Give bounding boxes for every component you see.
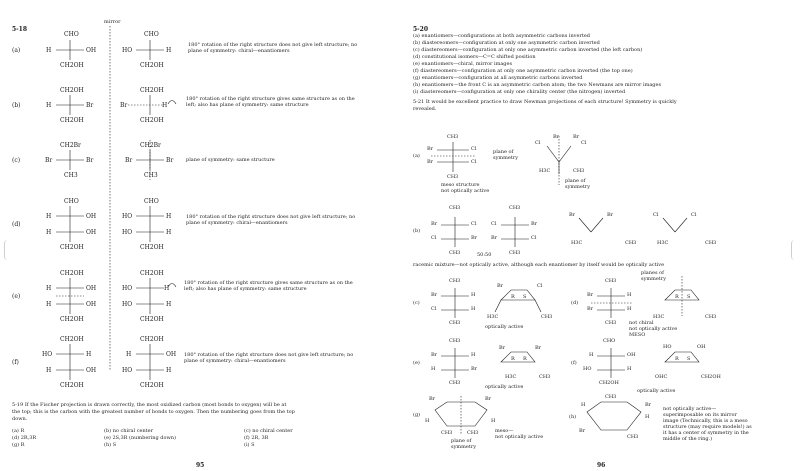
atom: Cl bbox=[691, 212, 697, 218]
atom: CH2OH bbox=[701, 374, 721, 380]
atom: Br bbox=[645, 402, 652, 408]
atom-label: HO bbox=[122, 229, 133, 236]
plane-label: plane of bbox=[565, 178, 586, 184]
atom: CH3 bbox=[447, 134, 459, 140]
q519-text-1: 5-19 If the Fischer projection is drawn correctly, the most oxidized carbon (most bonds to oxygen) will be at bbox=[12, 402, 287, 408]
not-chiral: not chiral bbox=[629, 320, 654, 326]
atom: Br bbox=[531, 221, 538, 227]
atom: CH3 bbox=[447, 174, 459, 180]
atom-label: H bbox=[166, 47, 172, 54]
atom: Br bbox=[535, 345, 542, 351]
atom-label: OH bbox=[86, 367, 97, 374]
atom: H bbox=[491, 418, 496, 424]
atom: H bbox=[589, 352, 594, 358]
binding-mark bbox=[4, 240, 11, 260]
atom: Br bbox=[427, 146, 434, 152]
atom-label: CH2Br bbox=[140, 142, 161, 149]
atom: H bbox=[425, 418, 430, 424]
label-g: (g) bbox=[413, 412, 421, 418]
bond bbox=[559, 146, 571, 162]
atom: Cl bbox=[653, 212, 659, 218]
item: (d) constitutional isomers—C=C shifted position bbox=[413, 54, 536, 60]
right-page bbox=[401, 0, 802, 471]
comment-c: plane of symmetry: same structure bbox=[186, 157, 275, 163]
ring-f bbox=[665, 352, 699, 362]
atom-label: CH2OH bbox=[60, 270, 84, 277]
atom-label: CH2OH bbox=[140, 336, 164, 343]
item: (e) enantiomers—chiral, mirror images bbox=[413, 61, 513, 67]
atom-label: OH bbox=[86, 285, 97, 292]
comment-d: 180° rotation of the right structure does not give left structure; no plane of symmetry: chiral—enantiomers bbox=[186, 214, 356, 226]
answer: (h) S bbox=[104, 442, 117, 448]
plane-label: plane of bbox=[451, 438, 472, 444]
atom-label: OH bbox=[166, 351, 177, 358]
atom: Br bbox=[499, 345, 506, 351]
atom: CH3 bbox=[509, 205, 521, 211]
item: (c) diastereomers—configuration at only one asymmetric carbon inverted (the left carbon) bbox=[413, 47, 643, 53]
answer: (b) no chiral center bbox=[104, 428, 154, 434]
atom: Cl bbox=[431, 306, 437, 312]
answer: (f) 2R, 3R bbox=[244, 435, 269, 441]
atom: Br bbox=[497, 283, 504, 289]
atom: CH3 bbox=[605, 278, 617, 284]
not-opt: not optically active bbox=[629, 326, 678, 332]
config: R bbox=[675, 294, 679, 300]
planes-label: planes of bbox=[641, 270, 664, 276]
answer: (a) R bbox=[12, 428, 25, 434]
atom-label: CH2OH bbox=[60, 316, 84, 323]
section-5-20: 5-20 bbox=[413, 26, 429, 33]
atom: Cl bbox=[581, 140, 587, 146]
atom: CH3 bbox=[449, 205, 461, 211]
config: R bbox=[675, 356, 679, 362]
atom: OH bbox=[697, 344, 706, 350]
atom: CH3 bbox=[625, 240, 637, 246]
atom: CH3 bbox=[449, 250, 461, 256]
q519-text-2: the top; this is the carbon with the greatest number of bonds to oxygen. Then the numbering goes from the top bbox=[12, 409, 295, 415]
atom-label: CH2OH bbox=[60, 336, 84, 343]
bond bbox=[663, 218, 675, 232]
bond bbox=[591, 218, 603, 232]
atom-label: CHO bbox=[64, 198, 79, 205]
item: (i) diastereomers—configuration at only one chirality center (the nitrogen) inverted bbox=[413, 89, 626, 95]
atom-label: H bbox=[166, 213, 172, 220]
comment-a: 180° rotation of the right structure does not give left structure; no plane of symmetry: chiral—enantiomers bbox=[188, 42, 358, 54]
atom-label: OH bbox=[86, 47, 97, 54]
atom: Br bbox=[485, 396, 492, 402]
atom: HO bbox=[583, 366, 592, 372]
atom: Br bbox=[491, 235, 498, 241]
config: R bbox=[511, 356, 515, 362]
not-active-label: not optically active bbox=[441, 188, 490, 194]
label-f: (f) bbox=[571, 360, 577, 366]
atom: H bbox=[581, 402, 586, 408]
not-opt: not optically active bbox=[495, 434, 544, 440]
h-note: it has a center of symmetry in the bbox=[663, 430, 749, 436]
atom-label: OH bbox=[86, 213, 97, 220]
label-c: (c) bbox=[413, 300, 420, 306]
q521-text-1: 5-21 It would be excellent practice to draw Newman projections of each structure! Symmetry is quickly bbox=[413, 99, 677, 105]
atom-label: CH2OH bbox=[140, 87, 164, 94]
comment-f: 180° rotation of the right structure does not give left structure; no plane of symmetry: chiral—enantiomers bbox=[184, 352, 354, 364]
atom-label: H bbox=[46, 47, 52, 54]
atom: CH3 bbox=[627, 434, 639, 440]
ratio-label: 50:50 bbox=[477, 252, 492, 258]
atom: Br bbox=[587, 306, 594, 312]
atom-label: CHO bbox=[144, 198, 159, 205]
atom-label: HO bbox=[122, 285, 133, 292]
bond bbox=[675, 218, 687, 232]
atom-label: H bbox=[46, 367, 52, 374]
answer: (e) 2S,3R (numbering down) bbox=[104, 435, 176, 441]
atom-label: Br bbox=[45, 157, 53, 164]
meso-label: meso structure bbox=[441, 182, 480, 188]
atom-label: Br bbox=[120, 102, 128, 109]
atom: Br bbox=[429, 396, 436, 402]
atom: H3C bbox=[505, 374, 517, 380]
item: (b) diastereomers—configuration at only one asymmetric carbon inverted bbox=[413, 40, 600, 46]
label-d: (d) bbox=[571, 300, 579, 306]
answer: (g) R bbox=[12, 442, 25, 448]
atom: CH3 bbox=[449, 380, 461, 386]
atom: H3C bbox=[539, 168, 551, 174]
atom-label: H bbox=[46, 229, 52, 236]
atom: Br bbox=[431, 221, 438, 227]
item: (a) enantiomers—configurations at both asymmetric carbons inverted bbox=[413, 33, 591, 39]
atom: Br bbox=[471, 235, 478, 241]
atom: CHO bbox=[603, 338, 616, 344]
comment-e: 180° rotation of the right structure gives same structure as on the left; also has plane of symmetry: same structure bbox=[184, 280, 353, 292]
atom-label: H bbox=[126, 351, 132, 358]
atom: Cl bbox=[431, 235, 437, 241]
part-f-label: (f) bbox=[12, 359, 19, 366]
ring-c bbox=[501, 290, 535, 300]
q519-text-3: down. bbox=[12, 416, 28, 422]
ring-g bbox=[435, 402, 487, 426]
atom: Br bbox=[427, 159, 434, 165]
atom-label: CH2OH bbox=[140, 117, 164, 124]
q521-text-2: revealed. bbox=[413, 106, 437, 112]
optically-active: optically active bbox=[637, 388, 676, 394]
atom-label: Br bbox=[166, 157, 174, 164]
answer: (c) no chiral center bbox=[244, 428, 293, 434]
atom: CH3 bbox=[509, 250, 521, 256]
atom-label: OH bbox=[86, 301, 97, 308]
mirror-label: mirror bbox=[104, 19, 121, 25]
atom: CH3 bbox=[541, 314, 553, 320]
atom: CH3 bbox=[467, 430, 479, 436]
config: S bbox=[687, 294, 691, 300]
atom: CH3 bbox=[605, 394, 617, 400]
atom-label: CHO bbox=[144, 31, 159, 38]
atom: CH3 bbox=[449, 338, 461, 344]
atom: CH3 bbox=[705, 314, 717, 320]
atom-label: CH3 bbox=[144, 172, 158, 179]
atom-label: H bbox=[46, 213, 52, 220]
answer: (d) 2R,3R bbox=[12, 435, 37, 441]
atom-label: CH2OH bbox=[140, 270, 164, 277]
atom: CH3 bbox=[441, 430, 453, 436]
item: (f) diastereomers—configuration at only one asymmetric carbon inverted (the top one) bbox=[413, 68, 633, 74]
h-note: structure (may require models!) as bbox=[663, 424, 752, 430]
part-c-label: (c) bbox=[12, 157, 21, 164]
atom-label: CH2OH bbox=[140, 62, 164, 69]
page-number-left: 95 bbox=[196, 462, 205, 469]
atom: Br bbox=[579, 428, 586, 434]
sym-label: symmetry bbox=[451, 444, 477, 450]
atom: OHC bbox=[655, 374, 668, 380]
ring-d bbox=[665, 290, 699, 300]
atom-label: HO bbox=[42, 351, 53, 358]
atom: H bbox=[471, 352, 476, 358]
atom: Cl bbox=[471, 221, 477, 227]
atom: Cl bbox=[535, 140, 541, 146]
atom: HO bbox=[663, 344, 672, 350]
atom: Br bbox=[431, 352, 438, 358]
atom-label: H bbox=[46, 285, 52, 292]
atom-label: H bbox=[162, 102, 168, 109]
atom: H bbox=[627, 366, 632, 372]
atom: H bbox=[471, 292, 476, 298]
atom-label: Br bbox=[125, 157, 133, 164]
atom: CH3 bbox=[573, 168, 585, 174]
bond bbox=[579, 218, 591, 232]
bond bbox=[495, 300, 501, 312]
part-e-label: (e) bbox=[12, 293, 21, 300]
atom-label: HO bbox=[122, 47, 133, 54]
atom: Br bbox=[569, 212, 576, 218]
part-b-label: (b) bbox=[12, 102, 21, 109]
atom-label: H bbox=[166, 301, 172, 308]
binding-mark bbox=[791, 240, 798, 260]
atom: CH3 bbox=[705, 240, 717, 246]
atom: Cl bbox=[537, 283, 543, 289]
atom-label: CH2OH bbox=[140, 382, 164, 389]
atom-label: CH2OH bbox=[60, 117, 84, 124]
meso-tag: MESO bbox=[629, 332, 646, 338]
atom: Cl bbox=[471, 159, 477, 165]
atom: CH3 bbox=[449, 278, 461, 284]
atom-label: H bbox=[86, 351, 92, 358]
optically-active: optically active bbox=[485, 384, 524, 390]
atom-label: Br bbox=[86, 157, 94, 164]
atom: CH2OH bbox=[599, 380, 619, 386]
atom-label: CH2Br bbox=[60, 142, 81, 149]
label-b: (b) bbox=[413, 228, 421, 234]
atom-label: HO bbox=[122, 367, 133, 374]
atom: Cl bbox=[491, 221, 497, 227]
atom-label: CH2OH bbox=[140, 316, 164, 323]
atom-label: H bbox=[46, 301, 52, 308]
atom: H3C bbox=[657, 240, 669, 246]
part-a-label: (a) bbox=[12, 47, 21, 54]
plane-label: symmetry bbox=[493, 155, 519, 161]
atom-label: CH2OH bbox=[60, 244, 84, 251]
atom: H3C bbox=[571, 240, 583, 246]
meso-label: meso— bbox=[495, 428, 514, 434]
atom-label: H bbox=[46, 102, 52, 109]
plane-label: symmetry bbox=[565, 184, 591, 190]
atom-label: Br bbox=[86, 102, 94, 109]
atom-label: H bbox=[164, 285, 170, 292]
sym-label: symmetry bbox=[641, 276, 667, 282]
part-d-label: (d) bbox=[12, 221, 21, 228]
section-5-18: 5-18 bbox=[12, 26, 28, 33]
atom-label: CHO bbox=[64, 31, 79, 38]
atom: H bbox=[627, 306, 632, 312]
page-number-right: 96 bbox=[597, 462, 606, 469]
atom: CH3 bbox=[539, 374, 551, 380]
comment-b: 180° rotation of the right structure gives same structure as on the left; also has plane of symmetry: same structure bbox=[186, 96, 355, 108]
label-h: (h) bbox=[569, 414, 577, 420]
rotation-arrow-b bbox=[168, 101, 176, 105]
item: (g) enantiomers—configuration at all asymmetric carbons inverted bbox=[413, 75, 583, 81]
atom-label: CH2OH bbox=[140, 244, 164, 251]
ring-e bbox=[501, 352, 535, 362]
racemic-note: racemic mixture—not optically active, although each enantiomer by itself would be optically active bbox=[413, 262, 665, 268]
ring-h bbox=[587, 402, 641, 430]
atom-label: OH bbox=[86, 229, 97, 236]
atom: H bbox=[627, 292, 632, 298]
h-note: image (Technically, this is a meso bbox=[663, 418, 748, 424]
config: S bbox=[687, 356, 691, 362]
atom: Br bbox=[431, 292, 438, 298]
atom-label: CH2OH bbox=[60, 382, 84, 389]
atom: CH3 bbox=[449, 320, 461, 326]
atom: Cl bbox=[471, 146, 477, 152]
atom: CH3 bbox=[605, 320, 617, 326]
atom: H bbox=[471, 306, 476, 312]
config: S bbox=[523, 294, 527, 300]
label-e: (e) bbox=[413, 360, 420, 366]
atom: Br bbox=[471, 366, 478, 372]
atom: H bbox=[431, 366, 436, 372]
atom: H3C bbox=[653, 314, 665, 320]
atom: H bbox=[645, 414, 650, 420]
atom: Br bbox=[553, 134, 560, 140]
atom: Cl bbox=[531, 235, 537, 241]
atom-label: CH2OH bbox=[60, 62, 84, 69]
h-note: middle of the ring.) bbox=[663, 436, 713, 442]
atom-label: HO bbox=[122, 301, 133, 308]
config: R bbox=[523, 356, 527, 362]
plane-label: plane of bbox=[493, 149, 514, 155]
label-a: (a) bbox=[413, 153, 420, 159]
atom: Br bbox=[573, 134, 580, 140]
atom-label: HO bbox=[122, 213, 133, 220]
optically-active: optically active bbox=[485, 324, 524, 330]
item: (h) enantiomers—the front C is an asymmetric carbon atom; the two Newmans are mirror images bbox=[413, 82, 662, 88]
config: R bbox=[511, 294, 515, 300]
atom: Br bbox=[607, 212, 614, 218]
answer: (i) S bbox=[244, 442, 255, 448]
atom: OH bbox=[627, 352, 636, 358]
atom: Br bbox=[587, 292, 594, 298]
atom-label: CH2OH bbox=[60, 87, 84, 94]
bond bbox=[547, 146, 559, 162]
atom-label: H bbox=[166, 367, 172, 374]
h-note: not optically active— bbox=[663, 406, 717, 412]
bond bbox=[535, 300, 541, 312]
atom-label: H bbox=[166, 229, 172, 236]
atom-label: CH3 bbox=[64, 172, 78, 179]
h-note: superimposable on its mirror bbox=[663, 412, 737, 418]
atom: H3C bbox=[487, 314, 499, 320]
